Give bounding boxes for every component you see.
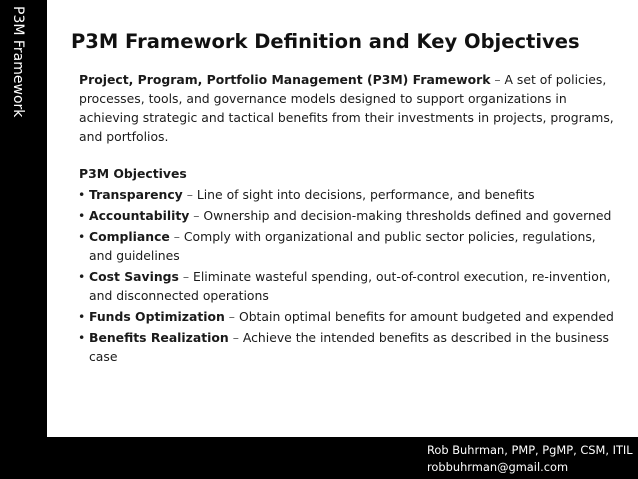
- list-item: [79, 267, 619, 305]
- objective-separator: –: [169, 229, 184, 244]
- objective-text: Obtain optimal benefits for amount budgeted and expended: [238, 309, 614, 324]
- objectives-list: [79, 185, 619, 366]
- slide-body: [79, 70, 619, 366]
- objective-text: Comply with organizational and public sector policies, regulations, and guidelines: [89, 229, 596, 263]
- list-item: [79, 227, 619, 265]
- objective-term: Transparency: [89, 187, 183, 202]
- footer-credits: [427, 442, 633, 476]
- author-credentials: Rob Buhrman, PMP, PgMP, CSM, ITIL: [427, 443, 633, 457]
- list-item: [79, 307, 619, 326]
- objective-text: Line of sight into decisions, performance, and benefits: [196, 187, 535, 202]
- definition-term: Project, Program, Portfolio Management (P3M) Framework: [79, 72, 491, 87]
- objectives-heading: P3M Objectives: [79, 166, 187, 181]
- objective-text: Achieve the intended benefits as described in the business case: [89, 330, 610, 364]
- objective-text: Ownership and decision-making thresholds defined and governed: [203, 208, 612, 223]
- sidebar-bar: [0, 0, 47, 437]
- footer-bar: [0, 437, 638, 479]
- definition-separator: –: [490, 72, 505, 87]
- list-item: [79, 185, 619, 204]
- definition-paragraph: [79, 70, 619, 146]
- objective-separator: –: [178, 269, 193, 284]
- list-item: [79, 206, 619, 225]
- definition-text: A set of policies, processes, tools, and governance models designed to support organizations in achieving strategic and tactical benefits from their investments in projects, programs, and portfolios.: [79, 72, 614, 144]
- objective-term: Compliance: [89, 229, 170, 244]
- objective-separator: –: [189, 208, 204, 223]
- objective-separator: –: [224, 309, 239, 324]
- author-email: robbuhrman@gmail.com: [427, 460, 569, 474]
- objective-text: Eliminate wasteful spending, out-of-control execution, re-invention, and disconnected operations: [89, 269, 611, 303]
- list-item: [79, 328, 619, 366]
- objective-term: Cost Savings: [89, 269, 179, 284]
- objective-term: Accountability: [89, 208, 190, 223]
- objective-separator: –: [182, 187, 197, 202]
- objective-term: Funds Optimization: [89, 309, 225, 324]
- sidebar-label: P3M Framework: [10, 6, 26, 118]
- objective-term: Benefits Realization: [89, 330, 229, 345]
- slide-title: P3M Framework Definition and Key Objectives: [71, 30, 580, 53]
- objective-separator: –: [228, 330, 243, 345]
